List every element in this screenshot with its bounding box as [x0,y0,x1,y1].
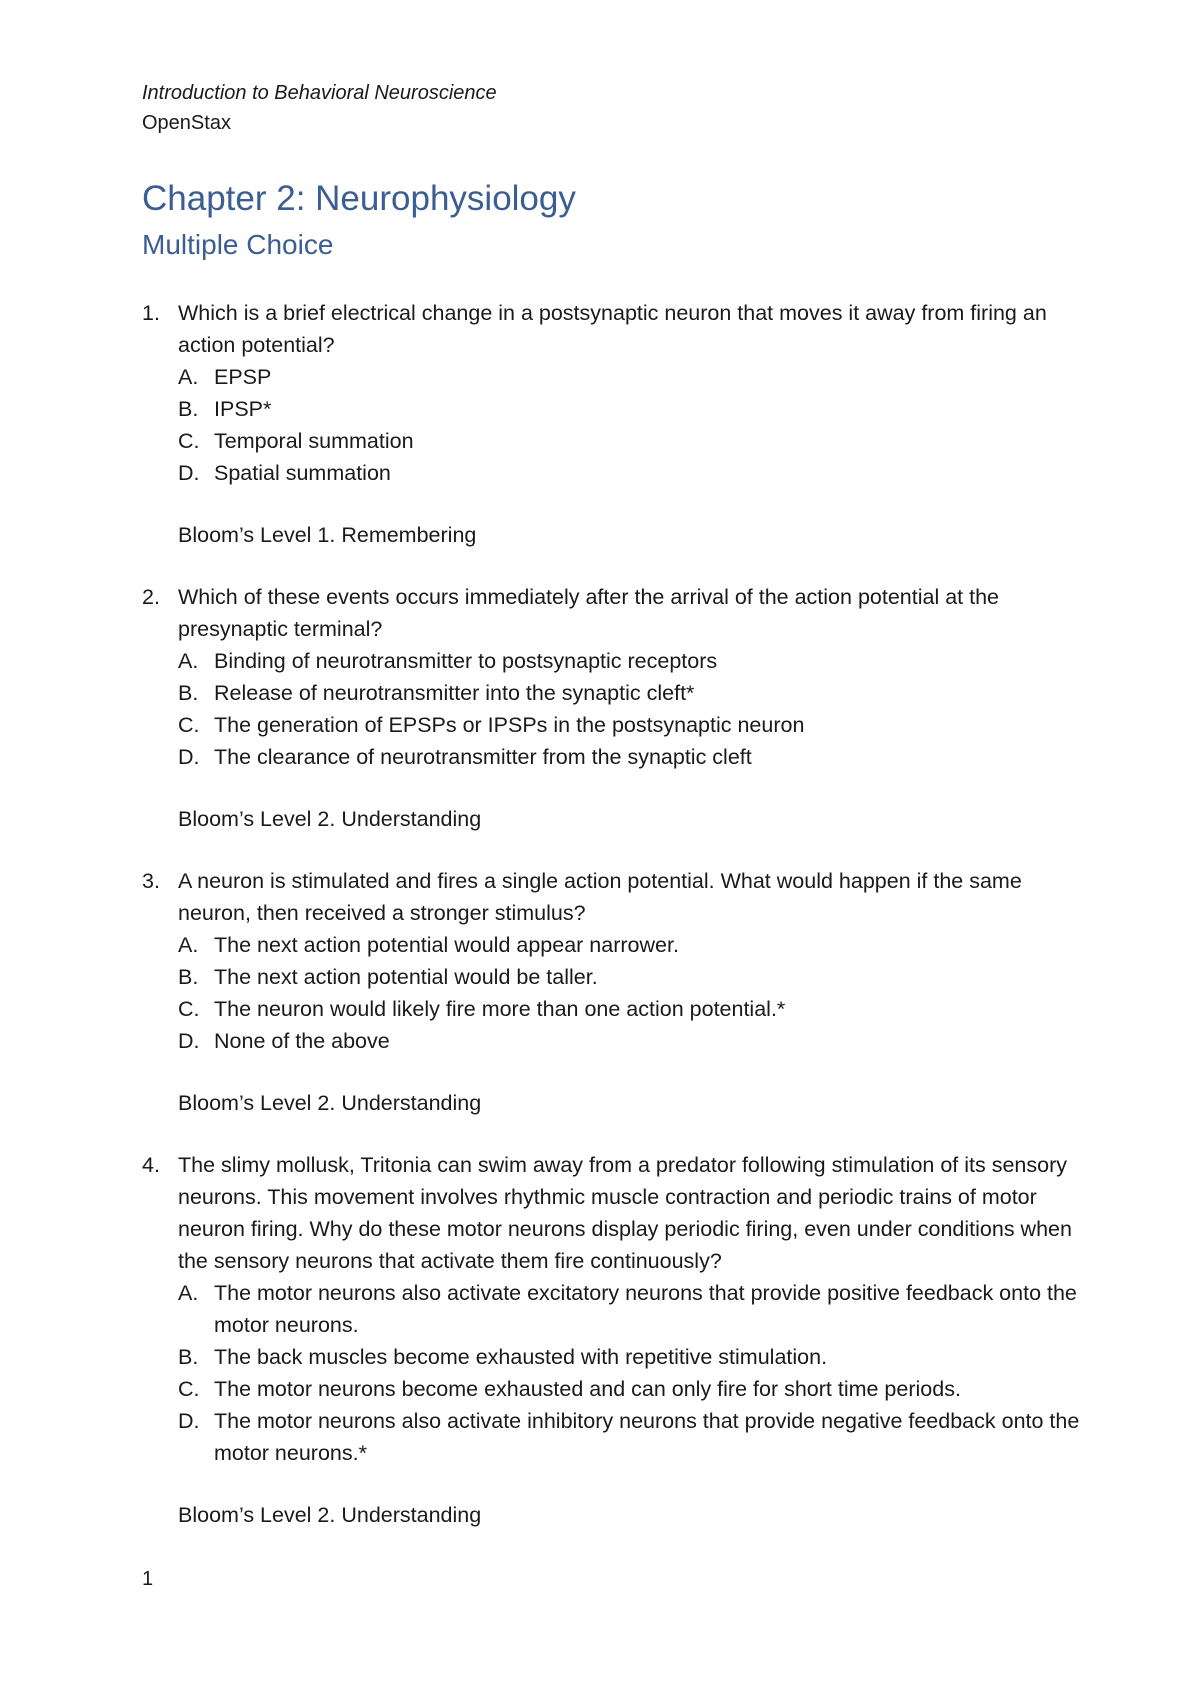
blooms-level: Bloom’s Level 2. Understanding [178,807,482,831]
answer-option [178,1341,1082,1373]
option-text: Temporal summation [214,429,414,453]
blooms-level: Bloom’s Level 1. Remembering [178,523,477,547]
answer-options [178,361,1082,489]
option-text: The clearance of neurotransmitter from the synaptic cleft [214,745,752,769]
answer-option [178,741,1082,773]
answer-option [178,961,1082,993]
option-text: The next action potential would be taller. [214,965,598,989]
option-text: The next action potential would appear narrower. [214,933,679,957]
answer-option [178,361,1082,393]
option-text: The motor neurons become exhausted and can only fire for short time periods. [214,1377,961,1401]
answer-option [178,1373,1082,1405]
question [142,865,1082,1119]
question [142,581,1082,835]
question-text: The slimy mollusk, Tritonia can swim away from a predator following stimulation of its sensory neurons. This movement involves rhythmic muscle contraction and periodic trains of motor neuron firing. Why do these motor neurons display periodic firing, even under conditions when the sensory neurons that activate them fire continuously? [178,1153,1072,1273]
option-letter: A. [178,649,199,673]
answer-option [178,929,1082,961]
answer-option [178,1277,1082,1341]
blooms-level: Bloom’s Level 2. Understanding [178,1091,482,1115]
option-letter: B. [178,1345,199,1369]
answer-option [178,393,1082,425]
option-text: Binding of neurotransmitter to postsynaptic receptors [214,649,718,673]
option-letter: D. [178,1029,200,1053]
page-number: 1 [142,1568,154,1590]
option-letter: C. [178,713,200,737]
answer-option [178,425,1082,457]
question-text: Which is a brief electrical change in a postsynaptic neuron that moves it away from firing an action potential? [178,301,1047,357]
option-text: The motor neurons also activate excitatory neurons that provide positive feedback onto the motor neurons. [214,1281,1077,1337]
option-text: Release of neurotransmitter into the synaptic cleft* [214,681,695,705]
question-number: 2. [142,585,160,609]
option-letter: A. [178,1281,199,1305]
option-letter: B. [178,397,199,421]
option-text: EPSP [214,365,272,389]
option-text: The generation of EPSPs or IPSPs in the postsynaptic neuron [214,713,805,737]
answer-options [178,929,1082,1057]
option-text: Spatial summation [214,461,391,485]
section-title: Multiple Choice [142,229,334,260]
answer-option [178,457,1082,489]
question [142,297,1082,551]
question-list [142,297,1082,1561]
answer-options [178,645,1082,773]
question [142,1149,1082,1531]
option-letter: B. [178,965,199,989]
question-number: 1. [142,301,160,325]
answer-option [178,709,1082,741]
option-letter: A. [178,933,199,957]
question-number: 3. [142,869,160,893]
option-letter: D. [178,461,200,485]
option-letter: C. [178,429,200,453]
option-letter: B. [178,681,199,705]
answer-option [178,993,1082,1025]
answer-option [178,645,1082,677]
option-text: IPSP* [214,397,272,421]
running-header [142,78,497,138]
question-number: 4. [142,1153,160,1177]
question-text: A neuron is stimulated and fires a single action potential. What would happen if the same neuron, then received a stronger stimulus? [178,869,1022,925]
option-letter: C. [178,1377,200,1401]
option-letter: C. [178,997,200,1021]
chapter-title: Chapter 2: Neurophysiology [142,179,576,218]
blooms-level: Bloom’s Level 2. Understanding [178,1503,482,1527]
option-letter: A. [178,365,199,389]
option-letter: D. [178,1409,200,1433]
option-text: The back muscles become exhausted with repetitive stimulation. [214,1345,828,1369]
answer-option [178,677,1082,709]
answer-options [178,1277,1082,1469]
option-text: The neuron would likely fire more than one action potential.* [214,997,786,1021]
book-title: Introduction to Behavioral Neuroscience [142,82,497,104]
option-text: The motor neurons also activate inhibitory neurons that provide negative feedback onto the motor neurons.* [214,1409,1080,1465]
answer-option [178,1025,1082,1057]
answer-option [178,1405,1082,1469]
option-text: None of the above [214,1029,390,1053]
option-letter: D. [178,745,200,769]
publisher: OpenStax [142,112,231,134]
question-text: Which of these events occurs immediately after the arrival of the action potential at the presynaptic terminal? [178,585,999,641]
